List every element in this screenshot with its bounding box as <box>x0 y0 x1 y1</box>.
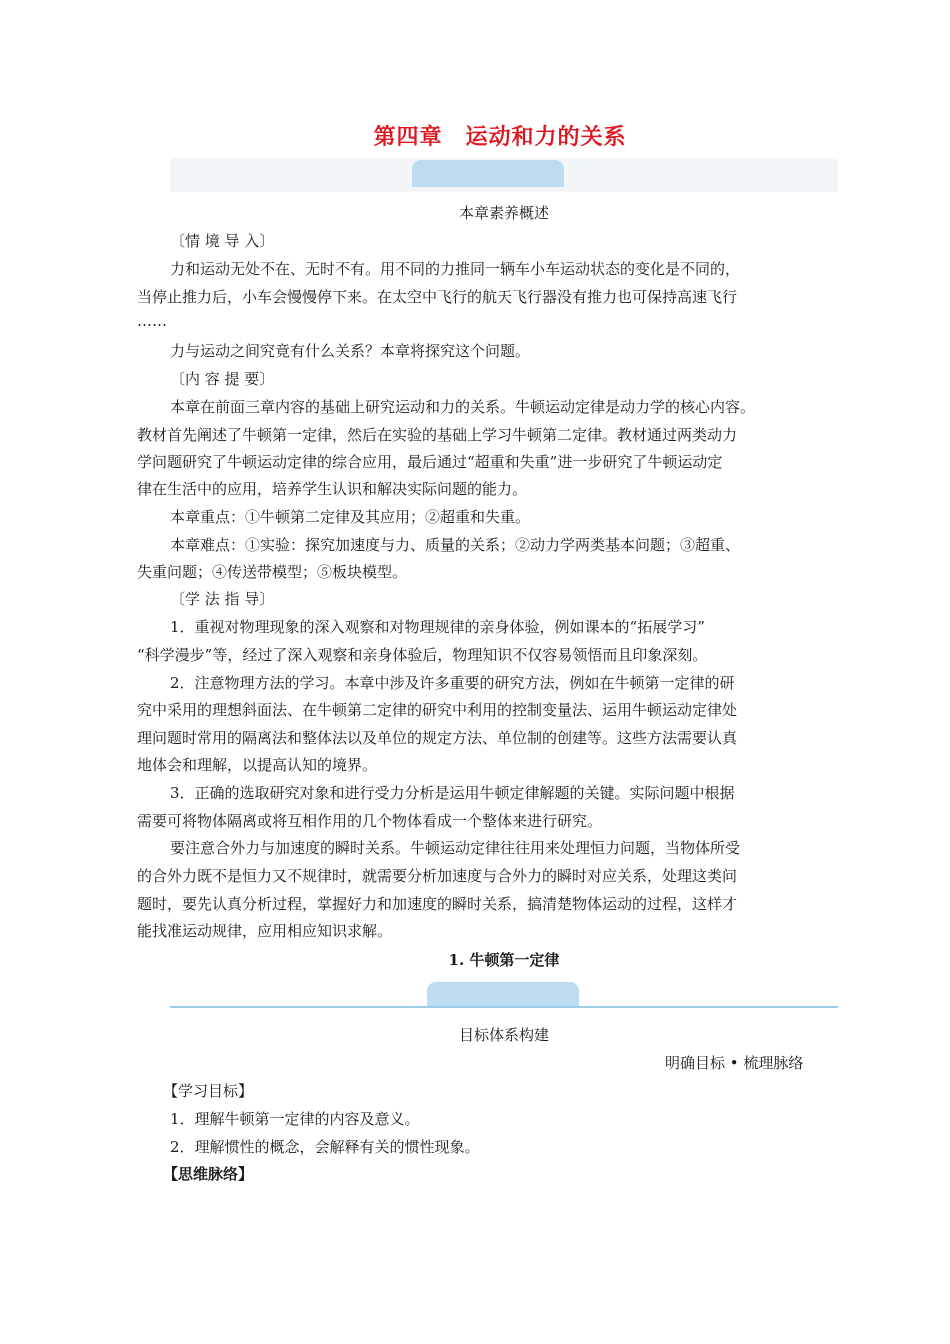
overview-heading: 本章素养概述 <box>458 204 549 222</box>
lesson-rule <box>170 1006 838 1008</box>
paragraph-line: 教材首先阐述了牛顿第一定律，然后在实验的基础上学习牛顿第二定律。教材通过两类动力 <box>137 426 738 444</box>
chapter-title: 第四章 运动和力的关系 <box>373 124 627 150</box>
paragraph-line: 的合外力既不是恒力又不规律时，就需要分析加速度与合外力的瞬时对应关系，处理这类问 <box>137 867 738 885</box>
paragraph-line: 当停止推力后，小车会慢慢停下来。在太空中飞行的航天飞行器没有推力也可保持高速飞行 <box>137 288 738 306</box>
paragraph-line: …… <box>137 312 167 330</box>
paragraph-line: 本章重点：①牛顿第二定律及其应用；②超重和失重。 <box>170 508 531 526</box>
paragraph-line: 学问题研究了牛顿运动定律的综合应用，最后通过“超重和失重”进一步研究了牛顿运动定 <box>137 453 723 471</box>
lesson-title: 1. 牛顿第一定律 <box>448 951 560 969</box>
paragraph-line: 题时，要先认真分析过程，掌握好力和加速度的瞬时关系，搞清楚物体运动的过程，这样才 <box>137 895 738 913</box>
paragraph-line: 3．正确的选取研究对象和进行受力分析是运用牛顿定律解题的关键。实际问题中根据 <box>170 784 735 802</box>
paragraph-line: 力和运动无处不在、无时不有。用不同的力推同一辆车小车运动状态的变化是不同的， <box>170 260 741 278</box>
paragraph-line: 1．重视对物理现象的深入观察和对物理规律的亲身体验，例如课本的“拓展学习” <box>170 618 705 636</box>
paragraph-line: 失重问题；④传送带模型；⑤板块模型。 <box>137 563 408 581</box>
paragraph-line: 本章在前面三章内容的基础上研究运动和力的关系。牛顿运动定律是动力学的核心内容。 <box>170 398 756 416</box>
goal-label: 【学习目标】 <box>163 1082 254 1100</box>
paragraph-line: 需要可将物体隔离或将互相作用的几个物体看成一个整体来进行研究。 <box>137 812 603 830</box>
paragraph-line: 地体会和理解，以提高认知的境界。 <box>137 756 378 774</box>
section-label-situation: 〔情 境 导 入〕 <box>170 232 275 250</box>
paragraph-line: 律在生活中的应用，培养学生认识和解决实际问题的能力。 <box>137 480 528 498</box>
goal-item: 1．理解牛顿第一定律的内容及意义。 <box>170 1110 420 1128</box>
section-label-content: 〔内 容 提 要〕 <box>170 370 275 388</box>
paragraph-line: 力与运动之间究竟有什么关系？本章将探究这个问题。 <box>170 342 531 360</box>
paragraph-line: “科学漫步”等，经过了深入观察和亲身体验后，物理知识不仅容易领悟而且印象深刻。 <box>137 646 708 664</box>
paragraph-line: 能找准运动规律，应用相应知识求解。 <box>137 922 393 940</box>
paragraph-line: 理问题时常用的隔离法和整体法以及单位的规定方法、单位制的创建等。这些方法需要认真 <box>137 729 738 747</box>
mind-map-label: 【思维脉络】 <box>163 1165 254 1183</box>
paragraph-line: 本章难点：①实验：探究加速度与力、质量的关系；②动力学两类基本问题；③超重、 <box>170 536 741 554</box>
goal-item: 2．理解惯性的概念，会解释有关的惯性现象。 <box>170 1138 480 1156</box>
header-tab <box>412 160 564 187</box>
lesson-tab <box>427 982 579 1007</box>
section-label-method: 〔学 法 指 导〕 <box>170 590 275 608</box>
target-subheading: 明确目标 • 梳理脉络 <box>665 1054 804 1072</box>
paragraph-line: 2．注意物理方法的学习。本章中涉及许多重要的研究方法，例如在牛顿第一定律的研 <box>170 674 735 692</box>
paragraph-line: 究中采用的理想斜面法、在牛顿第二定律的研究中利用的控制变量法、运用牛顿运动定律处 <box>137 701 738 719</box>
target-heading: 目标体系构建 <box>458 1026 549 1044</box>
paragraph-line: 要注意合外力与加速度的瞬时关系。牛顿运动定律往往用来处理恒力问题，当物体所受 <box>170 839 741 857</box>
